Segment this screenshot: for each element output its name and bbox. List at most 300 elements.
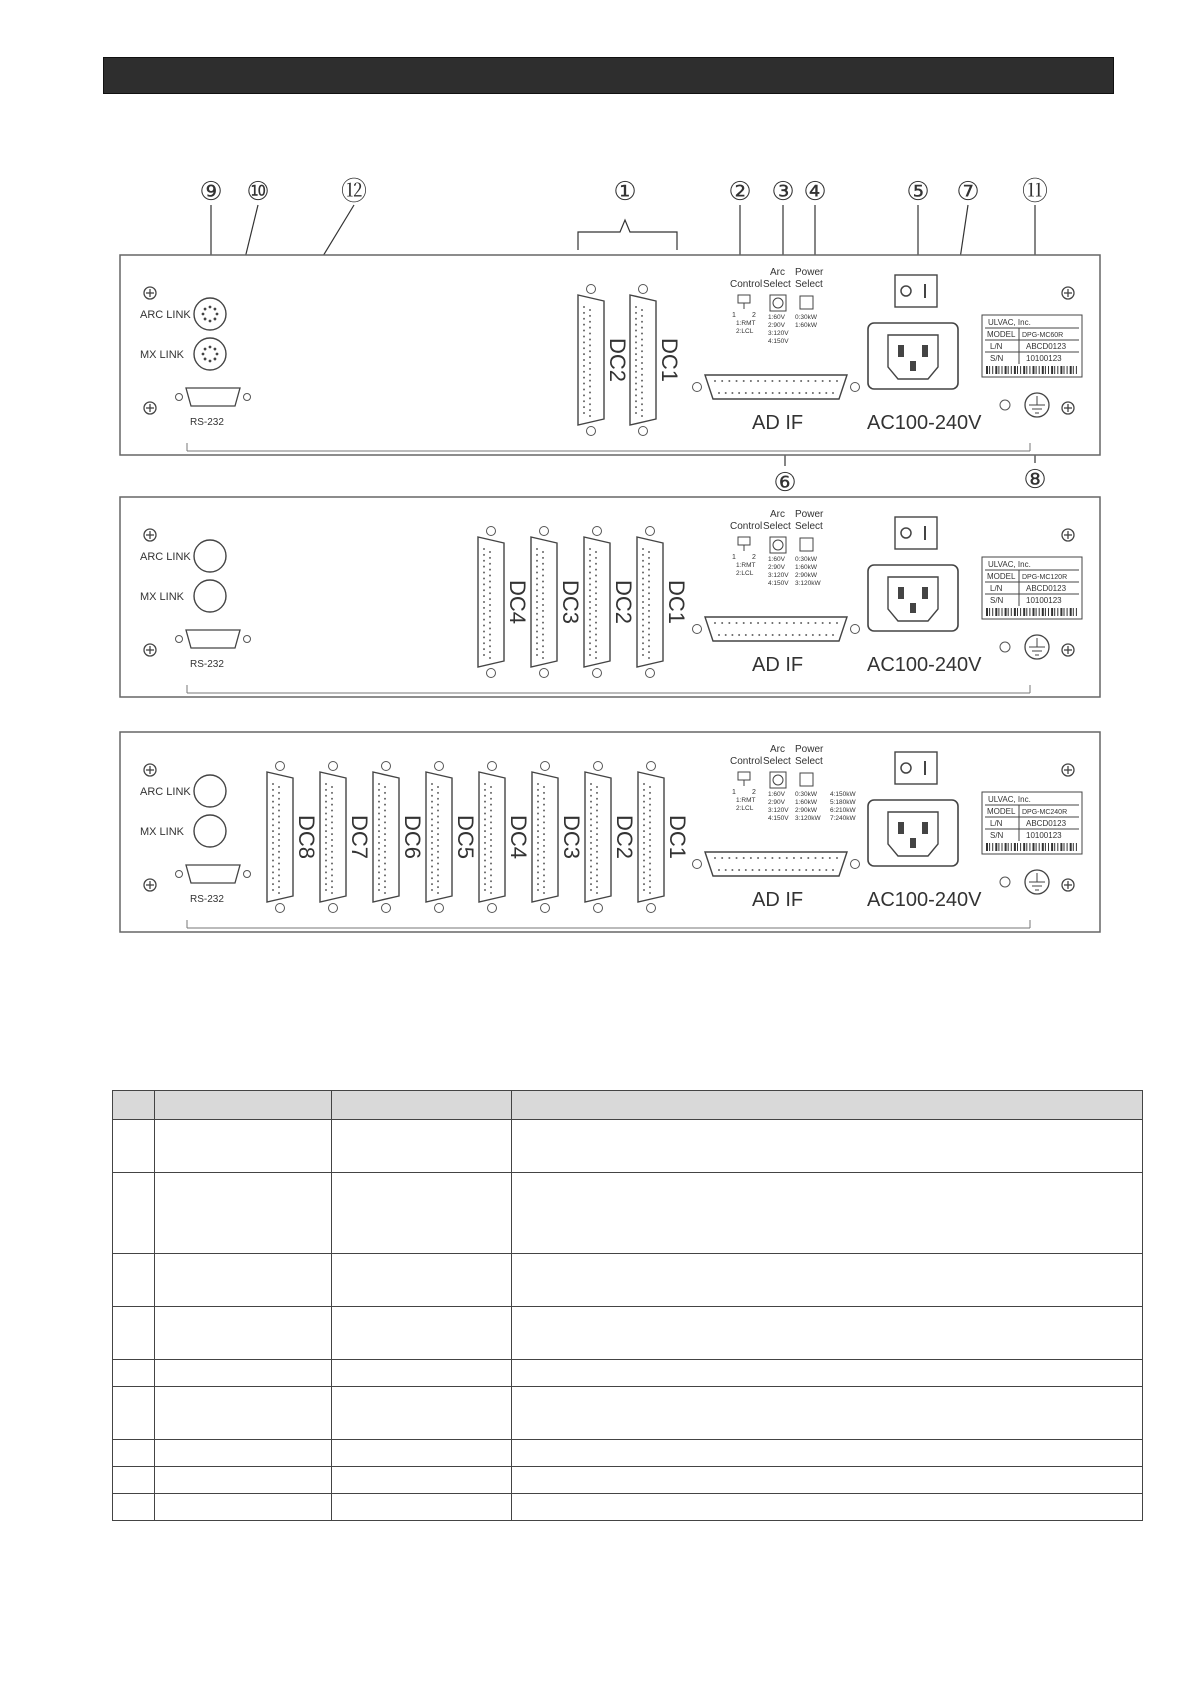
pin bbox=[641, 344, 643, 346]
description-table bbox=[112, 1090, 1143, 1521]
pin bbox=[384, 886, 386, 888]
control-pos-label: 1 bbox=[732, 789, 736, 796]
rs232-shell bbox=[186, 388, 240, 406]
pin bbox=[272, 848, 274, 850]
pin bbox=[641, 333, 643, 335]
dc-connector-label: DC8 bbox=[294, 814, 319, 860]
barcode-bar bbox=[1057, 366, 1058, 374]
pin bbox=[771, 380, 773, 382]
pin bbox=[595, 616, 597, 618]
pin bbox=[822, 857, 824, 859]
barcode-bar bbox=[1036, 843, 1037, 851]
pin bbox=[325, 860, 327, 862]
pin bbox=[536, 589, 538, 591]
ad-if-label: AD IF bbox=[752, 412, 804, 434]
barcode-bar bbox=[1020, 608, 1021, 616]
pin bbox=[814, 380, 816, 382]
pin bbox=[641, 368, 643, 370]
barcode-bar bbox=[1067, 366, 1068, 374]
pin bbox=[484, 789, 486, 791]
dsub-shell bbox=[585, 772, 611, 902]
callout-number: ⑫ bbox=[340, 176, 368, 206]
dc-connector-label: DC1 bbox=[665, 814, 690, 860]
dc-connector-label: DC4 bbox=[506, 814, 531, 860]
table-row bbox=[113, 1360, 1143, 1387]
dsub-shell bbox=[705, 852, 847, 876]
pin bbox=[718, 634, 720, 636]
pin bbox=[489, 657, 491, 659]
pin bbox=[431, 818, 433, 820]
pin bbox=[641, 338, 643, 340]
pin bbox=[649, 833, 651, 835]
pin bbox=[596, 810, 598, 812]
pin bbox=[589, 636, 591, 638]
callout-number: ⑨ bbox=[199, 176, 223, 206]
pin bbox=[325, 883, 327, 885]
pin bbox=[278, 880, 280, 882]
pin bbox=[731, 634, 733, 636]
power-switch-icon bbox=[895, 752, 937, 784]
pin bbox=[642, 572, 644, 574]
pin bbox=[431, 842, 433, 844]
barcode-bar bbox=[1029, 608, 1030, 616]
table-cell bbox=[155, 1387, 332, 1440]
pin bbox=[378, 889, 380, 891]
rs232-shell bbox=[186, 865, 240, 883]
table-cell bbox=[113, 1254, 155, 1307]
pin bbox=[589, 566, 591, 568]
pin bbox=[537, 865, 539, 867]
nameplate-sn: 10100123 bbox=[1026, 354, 1062, 363]
pin bbox=[204, 308, 207, 311]
pin bbox=[778, 869, 780, 871]
pin bbox=[589, 595, 591, 597]
barcode-bar bbox=[1017, 843, 1018, 851]
table-cell bbox=[332, 1494, 512, 1521]
pin bbox=[537, 824, 539, 826]
pin bbox=[272, 854, 274, 856]
pin bbox=[649, 786, 651, 788]
barcode-bar bbox=[1033, 608, 1035, 616]
pin bbox=[536, 595, 538, 597]
pin bbox=[536, 583, 538, 585]
pin bbox=[384, 851, 386, 853]
pin bbox=[643, 848, 645, 850]
ground-terminal-icon bbox=[1025, 635, 1049, 659]
pin bbox=[635, 359, 637, 361]
pin bbox=[643, 842, 645, 844]
pin bbox=[384, 880, 386, 882]
barcode-bar bbox=[1076, 843, 1077, 851]
table-cell bbox=[155, 1307, 332, 1360]
pin bbox=[483, 642, 485, 644]
pin bbox=[483, 601, 485, 603]
pin bbox=[490, 892, 492, 894]
pin bbox=[378, 824, 380, 826]
pin bbox=[272, 842, 274, 844]
pin bbox=[583, 318, 585, 320]
pin bbox=[642, 619, 644, 621]
dc-connector-label: DC2 bbox=[605, 337, 630, 383]
pin bbox=[331, 786, 333, 788]
pin bbox=[757, 857, 759, 859]
pin bbox=[642, 630, 644, 632]
barcode-bar bbox=[1057, 608, 1058, 616]
table-cell bbox=[113, 1360, 155, 1387]
pin bbox=[431, 795, 433, 797]
callout-bracket bbox=[578, 220, 677, 250]
pin bbox=[590, 860, 592, 862]
pin bbox=[431, 807, 433, 809]
pin bbox=[431, 848, 433, 850]
pin bbox=[543, 833, 545, 835]
pin bbox=[209, 320, 212, 323]
pin bbox=[542, 563, 544, 565]
pin bbox=[649, 792, 651, 794]
pin bbox=[595, 557, 597, 559]
pin bbox=[643, 889, 645, 891]
pin bbox=[642, 577, 644, 579]
barcode-bar bbox=[1026, 608, 1027, 616]
pin bbox=[384, 815, 386, 817]
pin bbox=[589, 356, 591, 358]
pin bbox=[437, 833, 439, 835]
pin bbox=[643, 871, 645, 873]
pin bbox=[595, 639, 597, 641]
pin bbox=[635, 353, 637, 355]
table-row bbox=[113, 1387, 1143, 1440]
barcode-bar bbox=[1023, 366, 1025, 374]
pin bbox=[743, 622, 745, 624]
pin bbox=[272, 830, 274, 832]
pin bbox=[331, 845, 333, 847]
pin bbox=[635, 383, 637, 385]
pin bbox=[596, 863, 598, 865]
pin bbox=[635, 406, 637, 408]
pin bbox=[649, 868, 651, 870]
arc-option: 2:90V bbox=[768, 322, 785, 329]
callout-number: ⑩ bbox=[246, 176, 270, 206]
pin bbox=[378, 789, 380, 791]
arc-option: 1:60V bbox=[768, 791, 785, 798]
pin bbox=[331, 804, 333, 806]
pin bbox=[542, 598, 544, 600]
pin bbox=[537, 854, 539, 856]
table-cell bbox=[332, 1254, 512, 1307]
table-cell bbox=[332, 1173, 512, 1254]
pin bbox=[202, 353, 205, 356]
power-option: 7:240kW bbox=[830, 815, 856, 822]
control-label: Control bbox=[730, 279, 763, 290]
rs232-label: RS-232 bbox=[190, 417, 224, 428]
pin bbox=[537, 812, 539, 814]
pin bbox=[483, 619, 485, 621]
pin bbox=[378, 842, 380, 844]
barcode-bar bbox=[992, 843, 993, 851]
ac-inlet-icon bbox=[868, 323, 958, 389]
pin bbox=[489, 639, 491, 641]
link-port-icon bbox=[194, 775, 226, 807]
pin bbox=[536, 601, 538, 603]
pin bbox=[641, 415, 643, 417]
nameplate-ln-key: L/N bbox=[990, 584, 1003, 593]
pin bbox=[543, 868, 545, 870]
pin bbox=[384, 868, 386, 870]
pin bbox=[589, 409, 591, 411]
pin bbox=[214, 308, 217, 311]
pin bbox=[643, 801, 645, 803]
power-select-label: Power bbox=[795, 744, 824, 755]
pin bbox=[278, 863, 280, 865]
inlet-pin bbox=[898, 822, 904, 834]
pin bbox=[832, 869, 834, 871]
table-cell bbox=[512, 1173, 1143, 1254]
pin bbox=[750, 380, 752, 382]
pin bbox=[641, 380, 643, 382]
pin bbox=[384, 839, 386, 841]
pin bbox=[589, 309, 591, 311]
dsub-shell bbox=[630, 295, 656, 425]
pin bbox=[648, 586, 650, 588]
pin bbox=[378, 860, 380, 862]
power-option: 6:210kW bbox=[830, 807, 856, 814]
pin bbox=[542, 592, 544, 594]
pin bbox=[204, 358, 207, 361]
pin bbox=[643, 795, 645, 797]
pin bbox=[484, 865, 486, 867]
barcode-bar bbox=[1008, 366, 1009, 374]
pin bbox=[278, 821, 280, 823]
pin bbox=[325, 848, 327, 850]
pin bbox=[490, 880, 492, 882]
pin bbox=[483, 577, 485, 579]
pin bbox=[483, 566, 485, 568]
power-switch-icon bbox=[895, 517, 937, 549]
link-port-icon bbox=[194, 540, 226, 572]
pin bbox=[331, 792, 333, 794]
barcode-bar bbox=[1070, 843, 1072, 851]
pin bbox=[542, 610, 544, 612]
pin bbox=[589, 642, 591, 644]
pin bbox=[378, 871, 380, 873]
nameplate-ln: ABCD0123 bbox=[1026, 584, 1067, 593]
pin bbox=[736, 857, 738, 859]
pin bbox=[331, 880, 333, 882]
pin bbox=[583, 394, 585, 396]
dc-connector-label: DC3 bbox=[558, 579, 583, 625]
pin bbox=[542, 628, 544, 630]
pin bbox=[752, 392, 754, 394]
pin bbox=[536, 554, 538, 556]
pin bbox=[635, 412, 637, 414]
pin bbox=[590, 883, 592, 885]
pin bbox=[590, 830, 592, 832]
table-cell bbox=[113, 1173, 155, 1254]
inlet-pin bbox=[898, 345, 904, 357]
pin bbox=[489, 633, 491, 635]
barcode-bar bbox=[992, 608, 993, 616]
dsub-shell bbox=[478, 537, 504, 667]
pin bbox=[648, 622, 650, 624]
control-option: 2:LCL bbox=[736, 328, 754, 335]
din-port-icon bbox=[194, 298, 226, 330]
pin bbox=[378, 883, 380, 885]
pin bbox=[589, 344, 591, 346]
pin bbox=[325, 818, 327, 820]
table-cell bbox=[155, 1467, 332, 1494]
pin bbox=[771, 857, 773, 859]
pin bbox=[589, 654, 591, 656]
pin bbox=[814, 622, 816, 624]
pin bbox=[278, 892, 280, 894]
pin bbox=[714, 622, 716, 624]
power-option: 4:150kW bbox=[830, 791, 856, 798]
pin bbox=[543, 845, 545, 847]
pin bbox=[807, 857, 809, 859]
pin bbox=[589, 403, 591, 405]
arc-select-label: Select bbox=[763, 279, 791, 290]
pin bbox=[431, 860, 433, 862]
pin bbox=[490, 804, 492, 806]
pin bbox=[596, 857, 598, 859]
pin bbox=[649, 874, 651, 876]
arc-select-label: Select bbox=[763, 521, 791, 532]
pin bbox=[542, 657, 544, 659]
pin bbox=[595, 592, 597, 594]
barcode-bar bbox=[986, 366, 988, 374]
pin bbox=[278, 827, 280, 829]
barcode-bar bbox=[1070, 366, 1072, 374]
table-cell bbox=[155, 1494, 332, 1521]
callout-number: ② bbox=[728, 176, 752, 206]
pin bbox=[832, 392, 834, 394]
pin bbox=[819, 869, 821, 871]
pin bbox=[489, 604, 491, 606]
table-row bbox=[113, 1254, 1143, 1307]
pin bbox=[542, 604, 544, 606]
pin bbox=[489, 586, 491, 588]
power-option: 0:30kW bbox=[795, 556, 818, 563]
pin bbox=[437, 851, 439, 853]
pin bbox=[590, 842, 592, 844]
pin bbox=[583, 306, 585, 308]
pin bbox=[635, 377, 637, 379]
pin bbox=[214, 348, 217, 351]
pin bbox=[590, 824, 592, 826]
power-select-label: Select bbox=[795, 756, 823, 767]
inlet-pin bbox=[910, 838, 916, 848]
pin bbox=[589, 374, 591, 376]
pin bbox=[272, 836, 274, 838]
pin bbox=[583, 365, 585, 367]
pin bbox=[489, 651, 491, 653]
pin bbox=[758, 634, 760, 636]
pin bbox=[641, 374, 643, 376]
pin bbox=[642, 607, 644, 609]
pin bbox=[829, 622, 831, 624]
pin bbox=[643, 807, 645, 809]
pin bbox=[596, 798, 598, 800]
power-option: 5:180kW bbox=[830, 799, 856, 806]
table-cell bbox=[155, 1254, 332, 1307]
control-pos-label: 2 bbox=[752, 789, 756, 796]
pin bbox=[736, 380, 738, 382]
pin bbox=[583, 330, 585, 332]
pin bbox=[792, 634, 794, 636]
pin bbox=[595, 598, 597, 600]
nameplate-maker: ULVAC, Inc. bbox=[988, 318, 1031, 327]
power-option: 3:120kW bbox=[795, 580, 821, 587]
pin bbox=[736, 622, 738, 624]
pin bbox=[798, 392, 800, 394]
control-label: Control bbox=[730, 756, 763, 767]
barcode-bar bbox=[1048, 843, 1049, 851]
pin bbox=[589, 368, 591, 370]
pin bbox=[825, 869, 827, 871]
dsub-shell bbox=[637, 537, 663, 667]
pin bbox=[641, 356, 643, 358]
pin bbox=[641, 362, 643, 364]
pin bbox=[807, 622, 809, 624]
pin bbox=[325, 795, 327, 797]
pin bbox=[484, 830, 486, 832]
pin bbox=[537, 830, 539, 832]
barcode-bar bbox=[1051, 366, 1053, 374]
pin bbox=[590, 789, 592, 791]
pin bbox=[537, 795, 539, 797]
pin bbox=[743, 380, 745, 382]
pin bbox=[772, 634, 774, 636]
pin bbox=[490, 792, 492, 794]
barcode-bar bbox=[989, 608, 990, 616]
pin bbox=[483, 648, 485, 650]
pin bbox=[643, 860, 645, 862]
pin bbox=[325, 865, 327, 867]
arc-option: 1:60V bbox=[768, 314, 785, 321]
pin bbox=[596, 792, 598, 794]
pin bbox=[484, 860, 486, 862]
pin bbox=[325, 889, 327, 891]
pin bbox=[641, 321, 643, 323]
inlet-pin bbox=[922, 587, 928, 599]
pin bbox=[490, 863, 492, 865]
pin bbox=[378, 830, 380, 832]
dc-connector-label: DC2 bbox=[611, 579, 636, 625]
table-cell bbox=[512, 1120, 1143, 1173]
pin bbox=[595, 651, 597, 653]
pin bbox=[536, 548, 538, 550]
pin bbox=[431, 854, 433, 856]
pin bbox=[331, 810, 333, 812]
table-cell bbox=[332, 1387, 512, 1440]
pin bbox=[583, 347, 585, 349]
pin bbox=[437, 845, 439, 847]
pin bbox=[805, 392, 807, 394]
barcode-bar bbox=[1023, 843, 1025, 851]
table-cell bbox=[113, 1467, 155, 1494]
pin bbox=[641, 397, 643, 399]
pin bbox=[542, 622, 544, 624]
pin bbox=[596, 839, 598, 841]
barcode-bar bbox=[1023, 608, 1025, 616]
power-select-label: Power bbox=[795, 267, 824, 278]
pin bbox=[596, 886, 598, 888]
barcode-bar bbox=[1020, 843, 1021, 851]
barcode-bar bbox=[1014, 843, 1016, 851]
pin bbox=[384, 786, 386, 788]
pin bbox=[793, 857, 795, 859]
pin bbox=[589, 554, 591, 556]
